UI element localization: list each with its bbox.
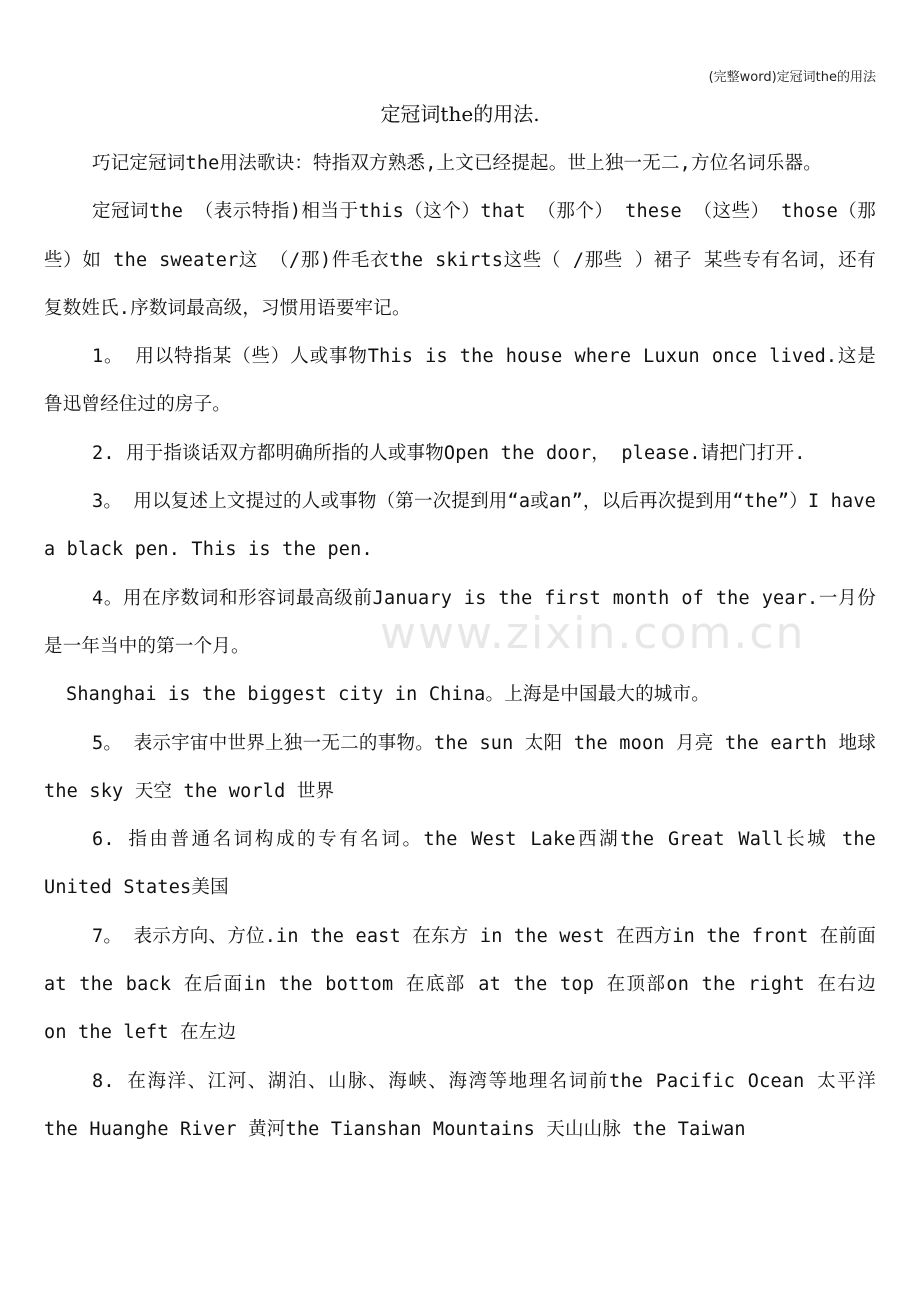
paragraph-mnemonic: 巧记定冠词the用法歌诀：特指双方熟悉,上文已经提起。世上独一无二,方位名词乐器。 bbox=[92, 153, 822, 174]
paragraph-rule-5: 5。 表示宇宙中世界上独一无二的事物。the sun 太阳 the moon 月亮 the earth 地球 the sky 天空 the world 世界 bbox=[44, 732, 876, 802]
page-header: (完整word)定冠词the的用法 bbox=[708, 70, 876, 85]
paragraph-rule-4: 4。用在序数词和形容词最高级前January is the first month of the year.一月份是一年当中的第一个月。 bbox=[44, 587, 876, 657]
paragraph-rule-3: 3。 用以复述上文提过的人或事物（第一次提到用“a或an”，以后再次提到用“the”）I have a black pen. This is the pen. bbox=[44, 491, 876, 561]
watermark: www.zixin.com.cn bbox=[380, 608, 806, 659]
page-title: 定冠词the的用法. bbox=[380, 102, 540, 126]
paragraph-rule-4-example: Shanghai is the biggest city in China。上海是中国最大的城市。 bbox=[66, 684, 710, 706]
paragraph-rule-8: 8. 在海洋、江河、湖泊、山脉、海峡、海湾等地理名词前the Pacific Ocean 太平洋 the Huanghe River 黄河the Tianshan Mountains 天山山脉 the Taiwan bbox=[44, 1070, 876, 1140]
paragraph-rule-6: 6. 指由普通名词构成的专有名词。the West Lake西湖the Great Wall长城 the United States美国 bbox=[44, 829, 876, 899]
paragraph-rule-1: 1。 用以特指某（些）人或事物This is the house where Luxun once lived.这是鲁迅曾经住过的房子。 bbox=[44, 346, 876, 416]
paragraph-rule-7: 7。 表示方向、方位.in the east 在东方 in the west 在西方in the front 在前面 at the back 在后面in the bottom 在底部 at the top 在顶部on the right 在右边 on the left 在左边 bbox=[44, 925, 876, 1044]
paragraph-rule-2: 2. 用于指谈话双方都明确所指的人或事物Open the door， please.请把门打开. bbox=[92, 442, 806, 464]
document-body bbox=[44, 140, 876, 1154]
paragraph-definition: 定冠词the （表示特指)相当于this（这个）that （那个） these （这些） those（那些）如 the sweater这 （/那)件毛衣the skirts这些（ /那些 ）裙子 某些专有名词，还有复数姓氏.序数词最高级，习惯用语要牢记。 bbox=[44, 201, 876, 319]
